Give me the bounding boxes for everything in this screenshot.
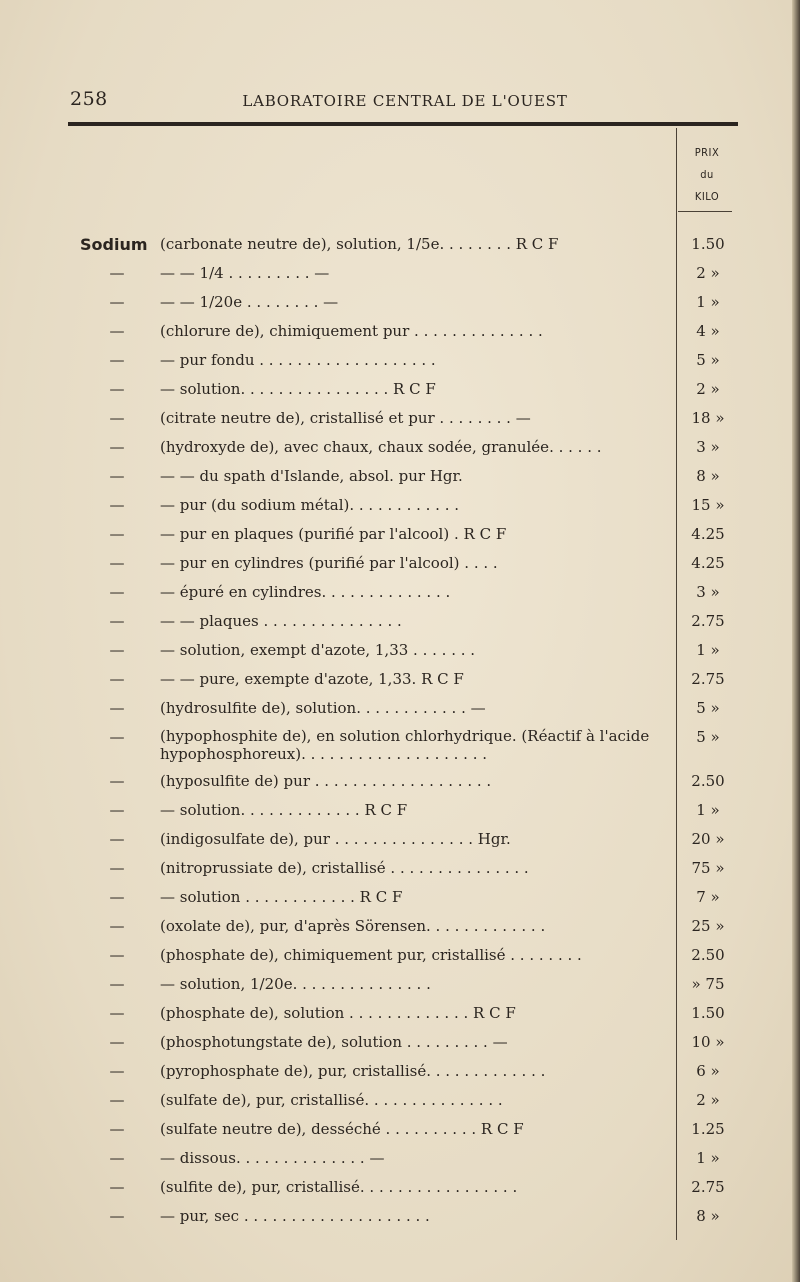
entry-price: 4.25 <box>691 525 725 543</box>
entry-description: (sulfate de), pur, cristallisé. . . . . . . . . . . . . . . <box>160 1091 503 1109</box>
list-item <box>0 636 800 665</box>
list-item <box>0 346 800 375</box>
ditto-dash: — <box>109 1091 125 1109</box>
entry-description: (hydroxyde de), avec chaux, chaux sodée, granulée. . . . . . <box>160 438 602 456</box>
list-item <box>0 883 800 912</box>
list-item <box>0 1115 800 1144</box>
entry-price: 1.50 <box>691 1004 725 1022</box>
list-item <box>0 1173 800 1202</box>
entry-description: — solution, exempt d'azote, 1,33 . . . . . . . <box>160 641 476 659</box>
entry-price: 4 » <box>696 322 720 340</box>
entry-price: 1.50 <box>691 235 725 253</box>
ditto-dash: — <box>109 1033 125 1051</box>
page-number: 258 <box>70 88 108 110</box>
list-item <box>0 1144 800 1173</box>
entry-price: 10 » <box>691 1033 725 1051</box>
price-header-line: du <box>700 168 714 181</box>
entry-description: (carbonate neutre de), solution, 1/5e. . . . . . . . R C F <box>160 235 559 253</box>
list-item <box>0 259 800 288</box>
entry-description: — solution, 1/20e. . . . . . . . . . . . . . . <box>160 975 431 993</box>
entry-price: » 75 <box>691 975 725 993</box>
list-item <box>0 854 800 883</box>
entry-price: 2 » <box>696 1091 720 1109</box>
list-item <box>0 694 800 723</box>
ditto-dash: — <box>109 293 125 311</box>
entry-description: (pyrophosphate de), pur, cristallisé. . . . . . . . . . . . . <box>160 1062 546 1080</box>
list-item <box>0 825 800 854</box>
list-item <box>0 1086 800 1115</box>
list-item <box>0 999 800 1028</box>
entry-price: 75 » <box>691 859 725 877</box>
entry-description: — — du spath d'Islande, absol. pur Hgr. <box>160 467 463 485</box>
entry-description: — solution . . . . . . . . . . . . R C F <box>160 888 403 906</box>
list-item <box>0 912 800 941</box>
entry-description: (chlorure de), chimiquement pur . . . . . . . . . . . . . . <box>160 322 543 340</box>
ditto-dash: — <box>109 641 125 659</box>
ditto-dash: — <box>109 801 125 819</box>
entry-price: 20 » <box>691 830 725 848</box>
list-item <box>0 462 800 491</box>
entry-description: (citrate neutre de), cristallisé et pur . . . . . . . . — <box>160 409 531 427</box>
entry-price: 1 » <box>696 293 720 311</box>
ditto-dash: — <box>109 1004 125 1022</box>
entry-description: (hydrosulfite de), solution. . . . . . . . . . . . — <box>160 699 486 717</box>
list-item <box>0 1057 800 1086</box>
entry-description: — pur fondu . . . . . . . . . . . . . . . . . . . <box>160 351 436 369</box>
ditto-dash: — <box>109 1149 125 1167</box>
entry-price: 15 » <box>691 496 725 514</box>
entry-price: 18 » <box>691 409 725 427</box>
entry-description: — pur, sec . . . . . . . . . . . . . . . . . . . . <box>160 1207 430 1225</box>
entry-price: 6 » <box>696 1062 720 1080</box>
ditto-dash: — <box>109 380 125 398</box>
list-item <box>0 520 800 549</box>
entry-list <box>0 230 800 1231</box>
entry-price: 1.25 <box>691 1120 725 1138</box>
ditto-dash: — <box>109 1120 125 1138</box>
entry-price: 2.50 <box>691 772 725 790</box>
entry-description: (sulfate neutre de), desséché . . . . . . . . . . R C F <box>160 1120 524 1138</box>
entry-price: 8 » <box>696 467 720 485</box>
entry-price: 5 » <box>696 699 720 717</box>
list-item <box>0 578 800 607</box>
entry-description: — solution. . . . . . . . . . . . . . . . R C F <box>160 380 436 398</box>
ditto-dash: — <box>109 830 125 848</box>
entry-description: (oxolate de), pur, d'après Sörensen. . . . . . . . . . . . . <box>160 917 546 935</box>
list-item <box>0 970 800 999</box>
entry-description: — pur en cylindres (purifié par l'alcool) . . . . <box>160 554 498 572</box>
ditto-dash: — <box>109 554 125 572</box>
entry-description: (hypophosphite de), en solution chlorhydrique. (Réactif à l'acide hypophosphoreux). . . . . . . . . . . . . . . . . . . . <box>160 727 650 763</box>
entry-price: 3 » <box>696 583 720 601</box>
list-item <box>0 433 800 462</box>
entry-price: 2.75 <box>691 670 725 688</box>
entry-price: 25 » <box>691 917 725 935</box>
ditto-dash: — <box>109 467 125 485</box>
ditto-dash: — <box>109 859 125 877</box>
price-column-header <box>677 142 737 208</box>
entry-price: 1 » <box>696 641 720 659</box>
list-item <box>0 549 800 578</box>
entry-price: 5 » <box>696 351 720 369</box>
ditto-dash: — <box>109 1207 125 1225</box>
header-rule <box>68 122 738 126</box>
ditto-dash: — <box>109 612 125 630</box>
list-item <box>0 665 800 694</box>
entry-price: 1 » <box>696 801 720 819</box>
ditto-dash: — <box>109 728 125 746</box>
ditto-dash: — <box>109 917 125 935</box>
entry-description: — pur en plaques (purifié par l'alcool) . R C F <box>160 525 507 543</box>
ditto-dash: — <box>109 525 125 543</box>
ditto-dash: — <box>109 351 125 369</box>
ditto-dash: — <box>109 670 125 688</box>
list-item <box>0 375 800 404</box>
entry-description: — — pure, exempte d'azote, 1,33. R C F <box>160 670 464 688</box>
entry-price: 2 » <box>696 264 720 282</box>
entry-description: (phosphate de), chimiquement pur, cristallisé . . . . . . . . <box>160 946 582 964</box>
ditto-dash: — <box>109 888 125 906</box>
entry-description: (nitroprussiate de), cristallisé . . . . . . . . . . . . . . . <box>160 859 529 877</box>
ditto-dash: — <box>109 496 125 514</box>
entry-price: 2.50 <box>691 946 725 964</box>
list-item <box>0 607 800 636</box>
entry-price: 3 » <box>696 438 720 456</box>
entry-description: (phosphate de), solution . . . . . . . . . . . . . R C F <box>160 1004 516 1022</box>
list-item <box>0 723 800 767</box>
price-header-line: KILO <box>694 190 720 203</box>
entry-price: 2 » <box>696 380 720 398</box>
ditto-dash: — <box>109 583 125 601</box>
list-item <box>0 230 800 259</box>
entry-description: — dissous. . . . . . . . . . . . . . — <box>160 1149 385 1167</box>
list-item <box>0 941 800 970</box>
entry-lead-word: Sodium <box>80 235 148 254</box>
entry-description: — solution. . . . . . . . . . . . . R C F <box>160 801 408 819</box>
price-header-rule <box>678 211 732 212</box>
ditto-dash: — <box>109 322 125 340</box>
entry-price: 1 » <box>696 1149 720 1167</box>
entry-description: — pur (du sodium métal). . . . . . . . . . . . <box>160 496 460 514</box>
ditto-dash: — <box>109 264 125 282</box>
entry-price: 7 » <box>696 888 720 906</box>
list-item <box>0 404 800 433</box>
entry-description: (phosphotungstate de), solution . . . . . . . . . — <box>160 1033 508 1051</box>
ditto-dash: — <box>109 438 125 456</box>
entry-description: — — 1/20e . . . . . . . . — <box>160 293 339 311</box>
entry-price: 4.25 <box>691 554 725 572</box>
entry-description: — — plaques . . . . . . . . . . . . . . . <box>160 612 402 630</box>
entry-description: (indigosulfate de), pur . . . . . . . . . . . . . . . Hgr. <box>160 830 511 848</box>
entry-price: 2.75 <box>691 612 725 630</box>
entry-description: — — 1/4 . . . . . . . . . — <box>160 264 330 282</box>
list-item <box>0 1202 800 1231</box>
running-title: LABORATOIRE CENTRAL DE L'OUEST <box>242 92 568 110</box>
entry-price: 2.75 <box>691 1178 725 1196</box>
ditto-dash: — <box>109 409 125 427</box>
list-item <box>0 491 800 520</box>
list-item <box>0 1028 800 1057</box>
entry-price: 5 » <box>696 728 720 746</box>
entry-description: — épuré en cylindres. . . . . . . . . . . . . . <box>160 583 451 601</box>
ditto-dash: — <box>109 772 125 790</box>
price-header-line: PRIX <box>694 146 720 159</box>
entry-price: 8 » <box>696 1207 720 1225</box>
ditto-dash: — <box>109 699 125 717</box>
ditto-dash: — <box>109 975 125 993</box>
ditto-dash: — <box>109 1178 125 1196</box>
ditto-dash: — <box>109 946 125 964</box>
ditto-dash: — <box>109 1062 125 1080</box>
list-item <box>0 796 800 825</box>
list-item <box>0 317 800 346</box>
entry-description: (hyposulfite de) pur . . . . . . . . . . . . . . . . . . . <box>160 772 492 790</box>
entry-description: (sulfite de), pur, cristallisé. . . . . . . . . . . . . . . . . <box>160 1178 518 1196</box>
list-item <box>0 288 800 317</box>
list-item <box>0 767 800 796</box>
